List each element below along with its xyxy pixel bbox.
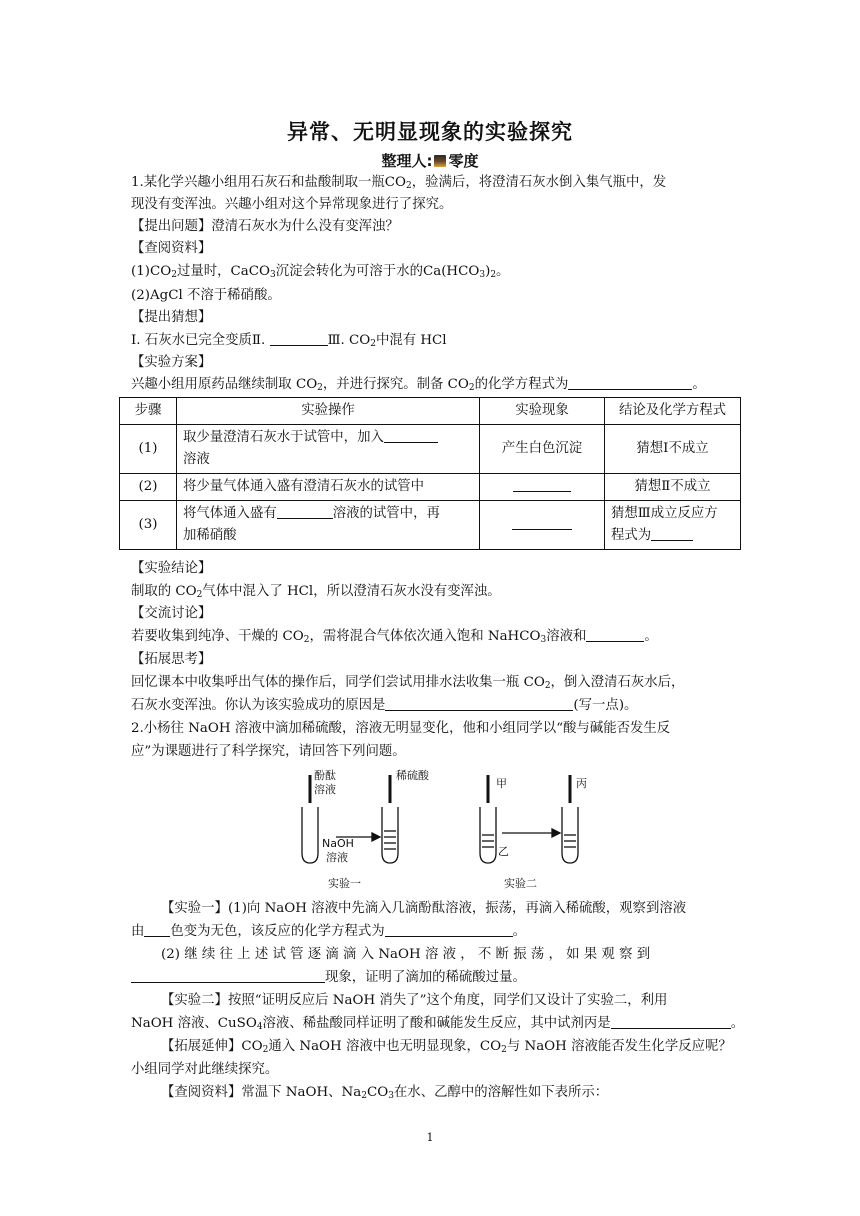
author-line xyxy=(0,150,860,171)
operation-cell: 将少量气体通入盛有澄清石灰水的试管中 xyxy=(177,474,480,501)
phenomenon-blank[interactable] xyxy=(131,968,325,983)
guess-blank[interactable] xyxy=(270,331,328,346)
phenomenon-cell xyxy=(480,501,605,550)
phenomenon-cell xyxy=(480,474,605,501)
phenomenon-cell: 产生白色沉淀 xyxy=(480,425,605,474)
q1-extend-line1: 回忆课本中收集呼出气体的操作后，同学们尝试用排水法收集一瓶 $CO_2$，倒入澄清石灰水后， xyxy=(131,675,685,691)
test-tube-2 xyxy=(382,807,398,863)
label-naoh: NaOH xyxy=(322,837,354,850)
q1-conclusion-line: 制取的 $CO_2$气体中混入了 HCl，所以澄清石灰水没有变浑浊。 xyxy=(131,584,501,600)
q1-intro-line2: 现没有变浑浊。兴趣小组对这个异常现象进行了探究。 xyxy=(131,197,453,212)
table-header: 实验现象 xyxy=(480,398,605,425)
q2-exp2-line2: NaOH 溶液、CuSO$_4$溶液、稀盐酸同样证明了酸和碱能发生反应，其中试剂丙是 。 xyxy=(131,1016,745,1032)
label-yi: 乙 xyxy=(498,845,509,858)
operation-cell: 取少量澄清石灰水于试管中，加入 溶液 xyxy=(177,425,480,474)
reagent-blank[interactable] xyxy=(586,627,644,642)
equation-blank[interactable] xyxy=(568,375,692,390)
q2-exp1-part2-line1: (2) 继 续 往 上 述 试 管 逐 滴 滴 入 NaOH 溶 液 ， 不 断 振 荡 ， 如 果 观 察 到 xyxy=(161,947,651,962)
reagent-blank[interactable] xyxy=(384,428,438,443)
q1-guess-line: Ⅰ. 石灰水已完全变质Ⅱ. Ⅲ. $CO_2$中混有 HCl xyxy=(131,333,447,349)
conclusion-cell: 猜想Ⅰ不成立 xyxy=(605,425,741,474)
q2-exp1-part2-line2: 现象，证明了滴加的稀硫酸过量。 xyxy=(131,967,741,989)
q1-plan-line: 兴趣小组用原药品继续制取 $CO_2$，并进行探究。制备 $CO_2$的化学方程式为 。 xyxy=(131,377,706,393)
table-header-row xyxy=(120,398,741,425)
label-jia: 甲 xyxy=(496,777,507,790)
q1-lookup-item1: $(1)CO_2$过量时，CaCO$_3$沉淀会转化为可溶于水的$Ca(HCO_3)_2$。 xyxy=(131,264,510,280)
q1-discuss-line: 若要收集到纯净、干燥的 $CO_2$，需将混合气体依次通入饱和 NaHCO$_3$溶液和 。 xyxy=(131,629,658,645)
q2-extension-line2: 小组同学对此继续探究。 xyxy=(131,1062,279,1077)
step-cell: (3) xyxy=(120,501,177,550)
reason-blank[interactable] xyxy=(385,696,573,711)
page-number: 1 xyxy=(426,1131,434,1144)
label-bing: 丙 xyxy=(576,777,587,790)
q1-guess-heading: 【提出猜想】 xyxy=(131,310,212,325)
operation-cell: 将气体通入盛有 溶液的试管中，再 加稀硝酸 xyxy=(177,501,480,550)
label-solution: 溶液 xyxy=(314,783,336,796)
table-row xyxy=(120,425,741,474)
q1-discuss-heading: 【交流讨论】 xyxy=(131,606,212,621)
caption-exp2: 实验二 xyxy=(504,877,537,890)
solution-blank[interactable] xyxy=(277,504,333,519)
q1-problem: 【提出问题】澄清石灰水为什么没有变浑浊？ xyxy=(131,219,399,234)
conclusion-cell: 猜想Ⅱ不成立 xyxy=(605,474,741,501)
experiment-figure xyxy=(290,765,610,895)
q1-plan-heading: 【实验方案】 xyxy=(131,355,212,370)
label-acid: 稀硫酸 xyxy=(396,769,429,782)
equation-blank[interactable] xyxy=(651,526,693,541)
phenomenon-blank[interactable] xyxy=(513,477,571,492)
q2-extension-line1: 【拓展延伸】$CO_2$通入 NaOH 溶液中也无明显现象，$CO_2$与 NaOH 溶液能否发生化学反应呢？ xyxy=(161,1039,732,1055)
page-title: 异常、无明显现象的实验探究 xyxy=(287,120,573,144)
table-row xyxy=(120,501,741,550)
q2-intro-line2: 应”为课题进行了科学探究，请回答下列问题。 xyxy=(131,744,406,759)
q2-lookup-line: 【查阅资料】常温下 NaOH、$Na_2CO_3$在水、乙醇中的溶解性如下表所示： xyxy=(161,1085,609,1101)
color-blank[interactable] xyxy=(144,922,170,937)
author-name: 零度 xyxy=(448,152,479,170)
equation-blank[interactable] xyxy=(385,922,513,937)
q2-exp2-line1: 【实验二】按照“证明反应后 NaOH 消失了”这个角度，同学们又设计了实验二，利用 xyxy=(161,993,668,1008)
q1-extend-line2: 石灰水变浑浊。你认为该实验成功的原因是 (写一点)。 xyxy=(131,698,638,713)
step-cell: (2) xyxy=(120,474,177,501)
step-cell: (1) xyxy=(120,425,177,474)
table-header: 步骤 xyxy=(120,398,177,425)
caption-exp1: 实验一 xyxy=(328,877,361,890)
q2-exp1-line1: 【实验一】(1)向 NaOH 溶液中先滴入几滴酚酞溶液，振荡，再滴入稀硫酸，观察到溶液 xyxy=(161,901,687,916)
label-naoh-solution: 溶液 xyxy=(326,851,348,864)
test-tube-1 xyxy=(302,807,318,863)
q1-intro-line1: 1.某化学兴趣小组用石灰石和盐酸制取一瓶$CO_2$，验满后，将澄清石灰水倒入集气瓶中，发 xyxy=(131,175,667,191)
q2-intro-line1: 2.小杨往 NaOH 溶液中滴加稀硫酸，溶液无明显变化，他和小组同学以“酸与碱能否发生反 xyxy=(131,721,671,736)
author-prefix: 整理人: xyxy=(381,152,433,170)
conclusion-cell: 猜想Ⅲ成立反应方 程式为 xyxy=(605,501,741,550)
phenomenon-blank[interactable] xyxy=(512,515,572,530)
experiment-table xyxy=(119,397,741,550)
q1-lookup-heading: 【查阅资料】 xyxy=(131,241,212,256)
table-header: 结论及化学方程式 xyxy=(605,398,741,425)
q2-exp1-line2: 由 色变为无色，该反应的化学方程式为 。 xyxy=(131,924,527,939)
reagent-bing-blank[interactable] xyxy=(611,1014,731,1029)
table-header: 实验操作 xyxy=(177,398,480,425)
q1-extend-heading: 【拓展思考】 xyxy=(131,652,212,667)
table-row xyxy=(120,474,741,501)
q1-conclusion-heading: 【实验结论】 xyxy=(131,561,212,576)
label-phenol: 酚酞 xyxy=(314,769,336,782)
author-avatar-icon xyxy=(434,155,446,167)
q1-lookup-item2: (2)AgCl 不溶于稀硝酸。 xyxy=(131,288,281,303)
